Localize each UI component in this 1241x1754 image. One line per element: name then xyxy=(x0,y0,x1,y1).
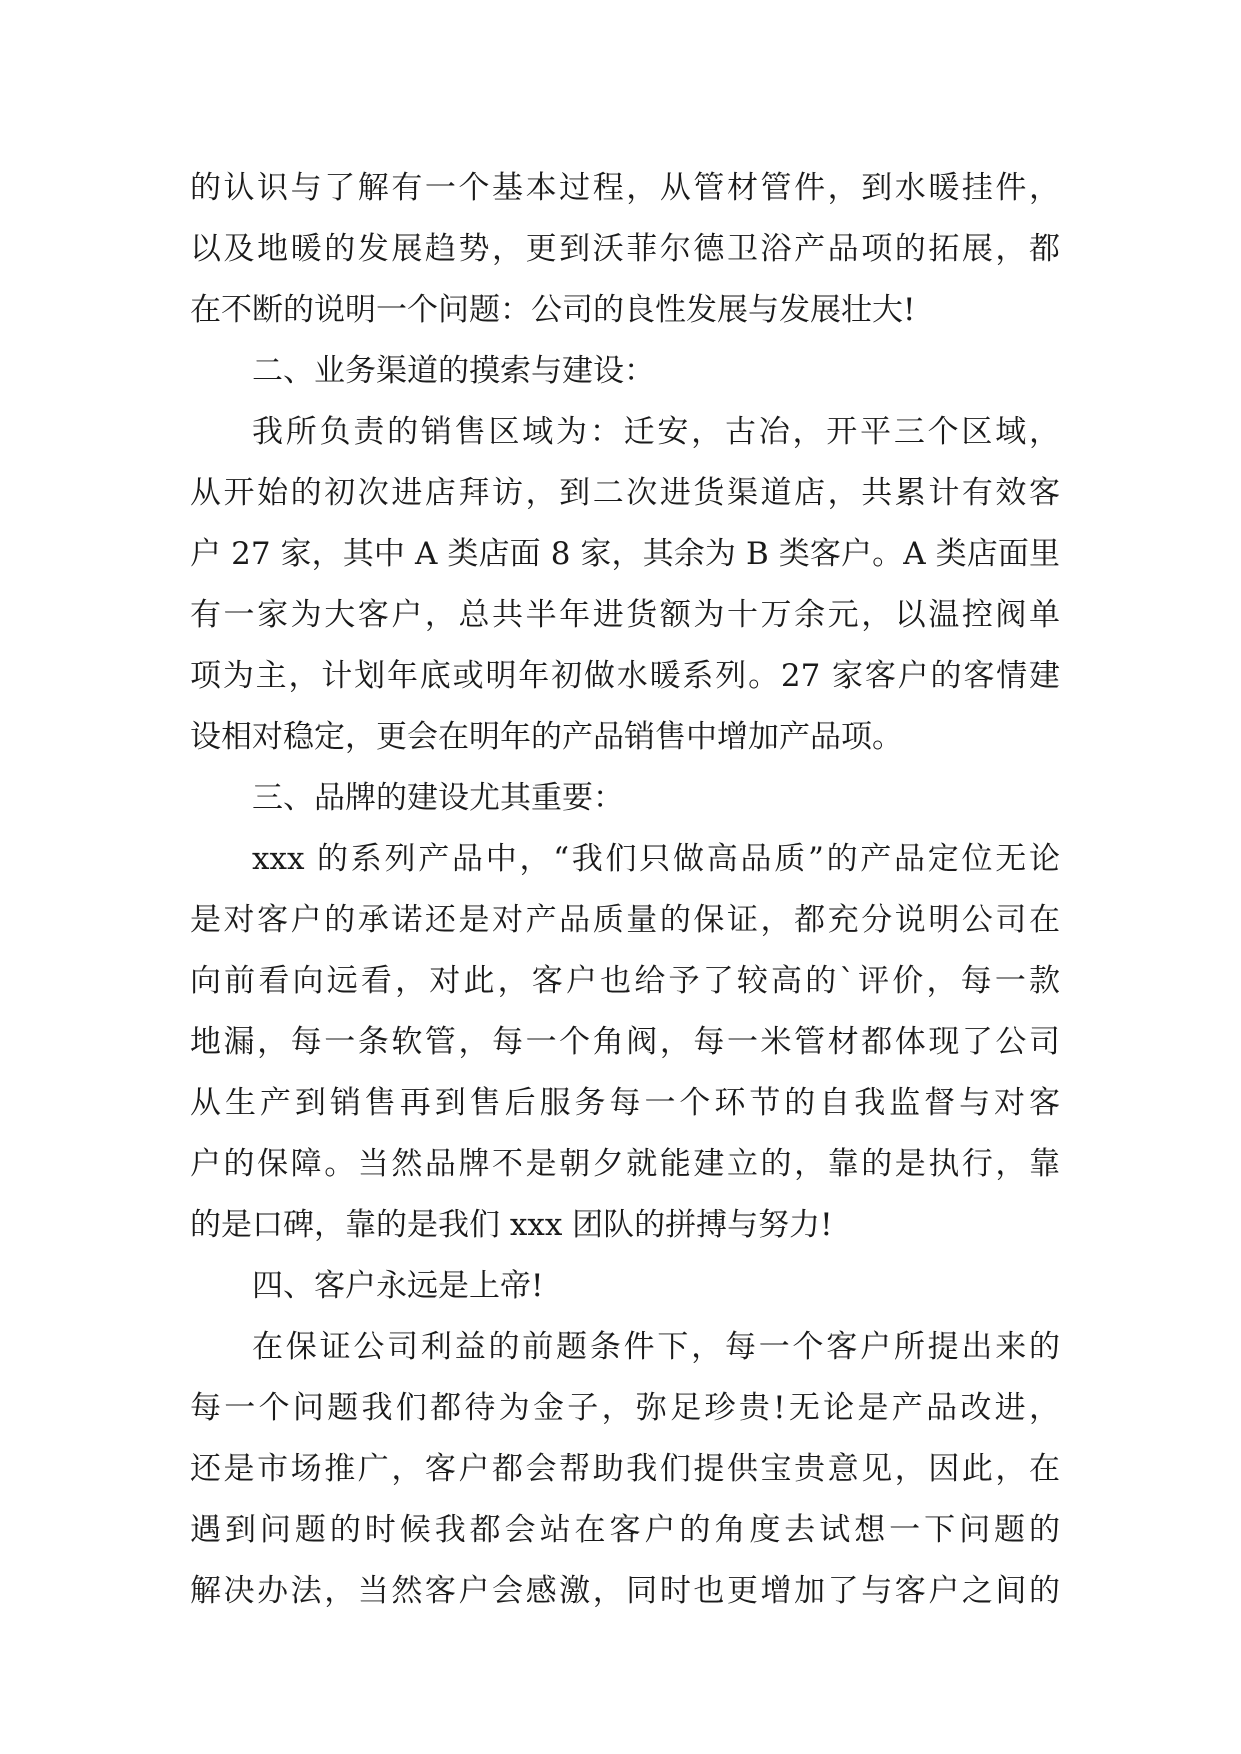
body-line: 是对客户的承诺还是对产品质量的保证，都充分说明公司在 xyxy=(190,902,1060,938)
body-line: 向前看向远看，对此，客户也给予了较高的`评价，每一款 xyxy=(190,963,1060,999)
body-line: 设相对稳定，更会在明年的产品销售中增加产品项。 xyxy=(190,719,903,755)
body-line: 的是口碑，靠的是我们 xxx 团队的拼搏与努力! xyxy=(190,1207,833,1243)
section-heading-2: 二、业务渠道的摸索与建设： xyxy=(252,353,655,389)
body-line: 有一家为大客户，总共半年进货额为十万余元，以温控阀单 xyxy=(190,597,1060,633)
section-heading-3: 三、品牌的建设尤其重要： xyxy=(252,780,624,816)
body-line: 的认识与了解有一个基本过程，从管材管件，到水暖挂件， xyxy=(190,170,1060,206)
body-line: 地漏，每一条软管，每一个角阀，每一米管材都体现了公司 xyxy=(190,1024,1060,1060)
body-line: 解决办法，当然客户会感激，同时也更增加了与客户之间的 xyxy=(190,1573,1060,1609)
body-line: 每一个问题我们都待为金子，弥足珍贵!无论是产品改进， xyxy=(190,1390,1060,1426)
section-heading-4: 四、客户永远是上帝! xyxy=(252,1268,544,1304)
body-line: 户的保障。当然品牌不是朝夕就能建立的，靠的是执行，靠 xyxy=(190,1146,1060,1182)
body-line: 我所负责的销售区域为：迁安，古冶，开平三个区域， xyxy=(252,414,1060,450)
body-line: 从开始的初次进店拜访，到二次进货渠道店，共累计有效客 xyxy=(190,475,1060,511)
body-line: 遇到问题的时候我都会站在客户的角度去试想一下问题的 xyxy=(190,1512,1060,1548)
body-line: 从生产到销售再到售后服务每一个环节的自我监督与对客 xyxy=(190,1085,1060,1121)
body-line: 还是市场推广，客户都会帮助我们提供宝贵意见，因此，在 xyxy=(190,1451,1060,1487)
body-line: 户 27 家，其中 A 类店面 8 家，其余为 B 类客户。A 类店面里 xyxy=(190,536,1060,572)
body-line: 在不断的说明一个问题：公司的良性发展与发展壮大! xyxy=(190,292,916,328)
body-line: 在保证公司利益的前题条件下，每一个客户所提出来的 xyxy=(252,1329,1060,1365)
document-body xyxy=(190,158,1060,1622)
body-line: xxx 的系列产品中，“我们只做高品质”的产品定位无论 xyxy=(252,841,1060,877)
body-line: 项为主，计划年底或明年初做水暖系列。27 家客户的客情建 xyxy=(190,658,1060,694)
body-line: 以及地暖的发展趋势，更到沃菲尔德卫浴产品项的拓展，都 xyxy=(190,231,1060,267)
